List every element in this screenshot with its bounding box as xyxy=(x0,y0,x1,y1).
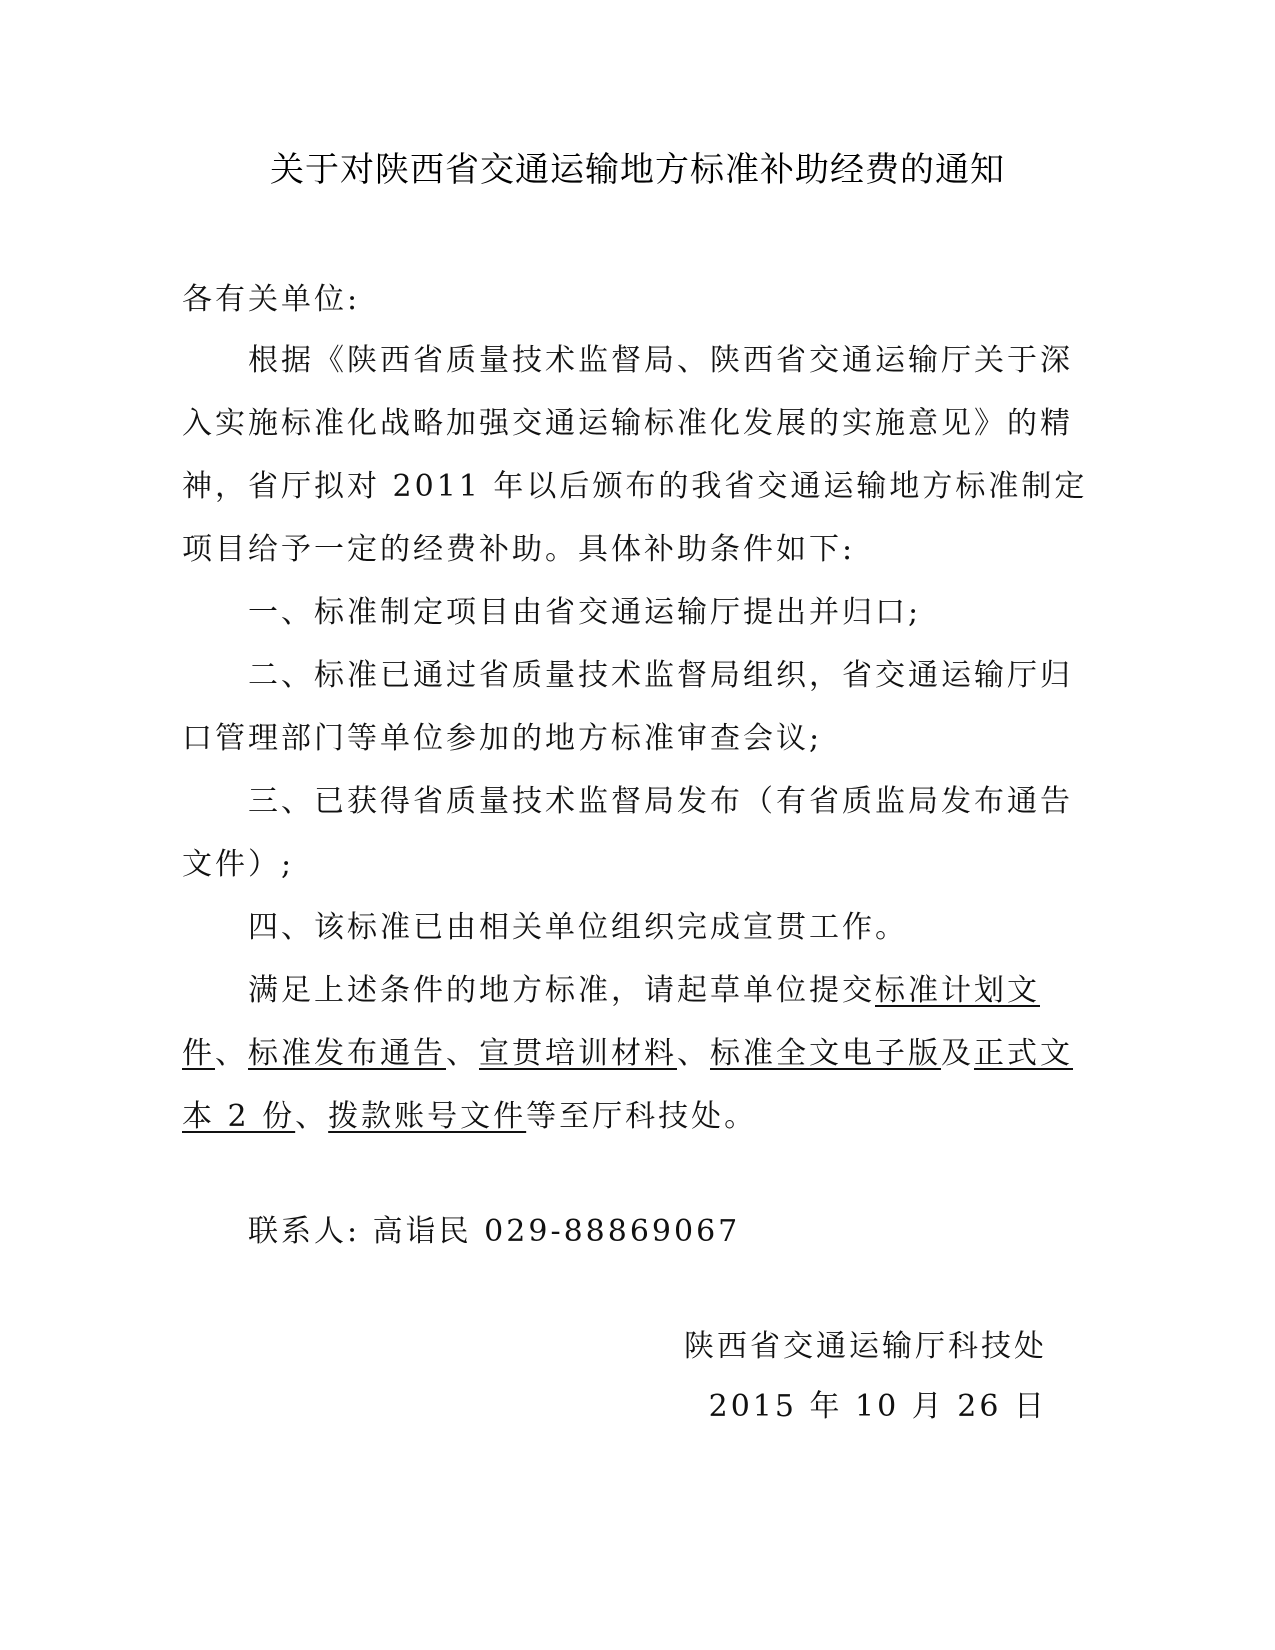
submission-lead: 满足上述条件的地方标准，请起草单位提交 xyxy=(248,973,875,1008)
intro-line-1: 根据《陕西省质量技术监督局、陕西省交通运输厅关于深 xyxy=(248,343,1073,378)
contact-line: 联系人: 高诣民 029-88869067 xyxy=(248,1214,741,1249)
issue-date: 2015 年 10 月 26 日 xyxy=(708,1389,1047,1424)
separator: 、 xyxy=(215,1036,248,1071)
submission-line-1 xyxy=(248,959,1040,1022)
separator: 、 xyxy=(446,1036,479,1071)
condition-1: 一、标准制定项目由省交通运输厅提出并归口; xyxy=(248,595,922,630)
intro-line-4: 项目给予一定的经费补助。具体补助条件如下: xyxy=(182,532,856,567)
required-item-official-text-cont: 本 2 份 xyxy=(182,1099,296,1134)
condition-3-line-1: 三、已获得省质量技术监督局发布（有省质监局发布通告 xyxy=(248,784,1073,819)
required-item-electronic-version: 标准全文电子版 xyxy=(710,1036,941,1071)
required-item-plan-file: 标准计划文 xyxy=(875,973,1040,1008)
required-item-account-file: 拨款账号文件 xyxy=(328,1099,527,1134)
condition-3-line-2: 文件）; xyxy=(182,847,295,882)
submission-line-2 xyxy=(182,1022,1073,1085)
required-item-plan-file-cont: 件 xyxy=(182,1036,215,1071)
submission-line-3 xyxy=(182,1085,757,1148)
intro-line-2: 入实施标准化战略加强交通运输标准化发展的实施意见》的精 xyxy=(182,406,1073,441)
separator: 、 xyxy=(295,1099,329,1134)
issuer: 陕西省交通运输厅科技处 xyxy=(684,1329,1047,1364)
condition-2-line-2: 口管理部门等单位参加的地方标准审查会议; xyxy=(182,721,823,756)
required-item-training-material: 宣贯培训材料 xyxy=(479,1036,677,1071)
submission-tail: 等至厅科技处。 xyxy=(526,1099,758,1134)
condition-2-line-1: 二、标准已通过省质量技术监督局组织，省交通运输厅归 xyxy=(248,658,1073,693)
intro-line-3: 神，省厅拟对 2011 年以后颁布的我省交通运输地方标准制定 xyxy=(182,469,1088,504)
separator: 、 xyxy=(677,1036,710,1071)
condition-4: 四、该标准已由相关单位组织完成宣贯工作。 xyxy=(248,910,908,945)
separator: 及 xyxy=(941,1036,974,1071)
salutation: 各有关单位: xyxy=(182,282,361,317)
document-title: 关于对陕西省交通运输地方标准补助经费的通知 xyxy=(270,150,1005,190)
required-item-official-text: 正式文 xyxy=(974,1036,1073,1071)
required-item-release-notice: 标准发布通告 xyxy=(248,1036,446,1071)
